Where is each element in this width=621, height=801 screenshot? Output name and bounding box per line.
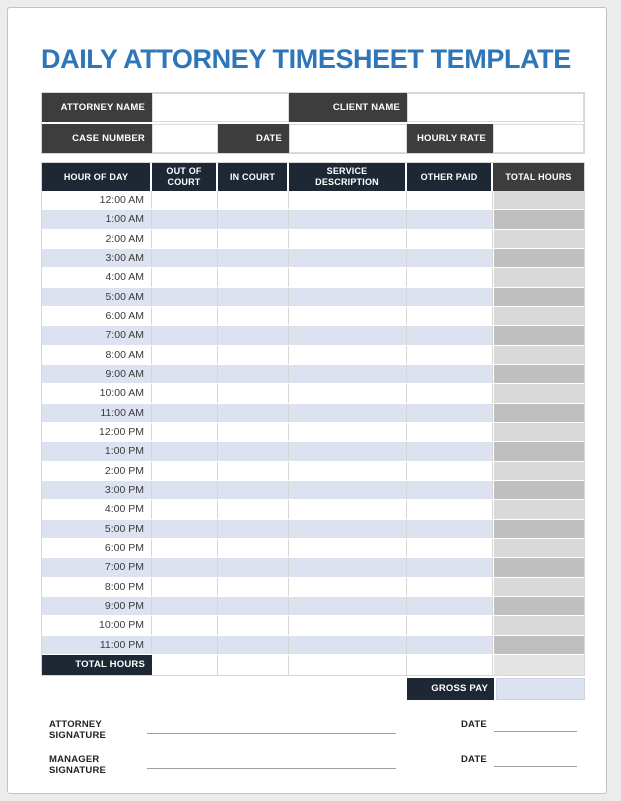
hour-label: 7:00 PM: [42, 558, 152, 576]
cell-other-paid[interactable]: [407, 384, 493, 402]
cell-other-paid[interactable]: [407, 442, 493, 460]
cell-other-paid[interactable]: [407, 230, 493, 248]
attorney-signature-row: [49, 717, 577, 741]
col-header-out-of-court: OUT OF COURT: [152, 163, 218, 191]
case-number-label: CASE NUMBER: [42, 124, 152, 153]
cell-out-of-court[interactable]: [152, 597, 218, 615]
cell-total-hours: [493, 500, 584, 518]
timesheet-row: [42, 578, 584, 597]
cell-out-of-court[interactable]: [152, 500, 218, 518]
timesheet-row: [42, 326, 584, 345]
cell-other-paid[interactable]: [407, 500, 493, 518]
cell-service-description[interactable]: [289, 404, 407, 422]
cell-other-paid[interactable]: [407, 326, 493, 344]
cell-total-hours: [493, 268, 584, 286]
cell-service-description[interactable]: [289, 423, 407, 441]
timesheet-row: [42, 423, 584, 442]
hourly-rate-input[interactable]: [493, 124, 584, 153]
cell-service-description[interactable]: [289, 616, 407, 634]
manager-signature-label: MANAGER SIGNATURE: [49, 753, 107, 776]
cell-service-description[interactable]: [289, 500, 407, 518]
totals-cell-other-paid[interactable]: [407, 655, 493, 675]
hour-label: 9:00 AM: [42, 365, 152, 383]
hour-label: 7:00 AM: [42, 326, 152, 344]
cell-out-of-court[interactable]: [152, 442, 218, 460]
timesheet-row: [42, 616, 584, 635]
gross-pay-label: GROSS PAY: [407, 678, 494, 700]
cell-in-court[interactable]: [218, 539, 289, 557]
timesheet-row: [42, 462, 584, 481]
cell-in-court[interactable]: [218, 404, 289, 422]
cell-in-court[interactable]: [218, 500, 289, 518]
cell-in-court[interactable]: [218, 307, 289, 325]
cell-other-paid[interactable]: [407, 346, 493, 364]
cell-total-hours: [493, 462, 584, 480]
cell-in-court[interactable]: [218, 616, 289, 634]
gross-pay-row: [41, 678, 585, 700]
cell-total-hours: [493, 365, 584, 383]
hour-label: 5:00 PM: [42, 520, 152, 538]
cell-total-hours: [493, 230, 584, 248]
cell-out-of-court[interactable]: [152, 326, 218, 344]
totals-row: [42, 655, 584, 675]
cell-other-paid[interactable]: [407, 404, 493, 422]
attorney-name-label: ATTORNEY NAME: [42, 93, 152, 122]
cell-service-description[interactable]: [289, 346, 407, 364]
cell-other-paid[interactable]: [407, 288, 493, 306]
manager-date-label: DATE: [460, 753, 487, 765]
hour-label: 1:00 AM: [42, 210, 152, 228]
cell-other-paid[interactable]: [407, 210, 493, 228]
attorney-date-label: DATE: [460, 718, 487, 730]
timesheet-row: [42, 346, 584, 365]
cell-service-description[interactable]: [289, 249, 407, 267]
cell-out-of-court[interactable]: [152, 578, 218, 596]
date-input[interactable]: [289, 124, 407, 153]
timesheet-table: [41, 162, 585, 676]
col-header-hour-of-day: HOUR OF DAY: [42, 163, 152, 191]
timesheet-row: [42, 636, 584, 655]
manager-date-line[interactable]: [494, 752, 577, 767]
cell-service-description[interactable]: [289, 481, 407, 499]
totals-cell-out-of-court[interactable]: [152, 655, 218, 675]
timesheet-row: [42, 288, 584, 307]
col-header-in-court: IN COURT: [218, 163, 289, 191]
manager-signature-row: [49, 752, 577, 776]
cell-out-of-court[interactable]: [152, 481, 218, 499]
cell-out-of-court[interactable]: [152, 346, 218, 364]
hour-label: 4:00 AM: [42, 268, 152, 286]
hour-label: 2:00 PM: [42, 462, 152, 480]
hour-label: 11:00 PM: [42, 636, 152, 654]
cell-in-court[interactable]: [218, 326, 289, 344]
timesheet-row: [42, 249, 584, 268]
cell-total-hours: [493, 578, 584, 596]
hour-label: 10:00 AM: [42, 384, 152, 402]
totals-cell-in-court[interactable]: [218, 655, 289, 675]
cell-total-hours: [493, 326, 584, 344]
cell-out-of-court[interactable]: [152, 558, 218, 576]
cell-out-of-court[interactable]: [152, 404, 218, 422]
manager-signature-line[interactable]: [147, 752, 396, 769]
cell-total-hours: [493, 558, 584, 576]
totals-row-label: TOTAL HOURS: [42, 655, 152, 675]
hour-label: 9:00 PM: [42, 597, 152, 615]
cell-total-hours: [493, 249, 584, 267]
cell-service-description[interactable]: [289, 636, 407, 654]
timesheet-row: [42, 230, 584, 249]
cell-total-hours: [493, 597, 584, 615]
timesheet-header-row: [42, 163, 584, 191]
cell-out-of-court[interactable]: [152, 230, 218, 248]
totals-cell-total-hours[interactable]: [493, 655, 584, 675]
cell-service-description[interactable]: [289, 307, 407, 325]
cell-other-paid[interactable]: [407, 268, 493, 286]
hour-label: 6:00 PM: [42, 539, 152, 557]
timesheet-row: [42, 210, 584, 229]
timesheet-row: [42, 520, 584, 539]
cell-out-of-court[interactable]: [152, 210, 218, 228]
cell-in-court[interactable]: [218, 191, 289, 209]
cell-in-court[interactable]: [218, 249, 289, 267]
cell-out-of-court[interactable]: [152, 249, 218, 267]
cell-other-paid[interactable]: [407, 423, 493, 441]
timesheet-row: [42, 365, 584, 384]
cell-total-hours: [493, 616, 584, 634]
totals-cell-service-description[interactable]: [289, 655, 407, 675]
cell-out-of-court[interactable]: [152, 307, 218, 325]
hour-label: 11:00 AM: [42, 404, 152, 422]
cell-service-description[interactable]: [289, 558, 407, 576]
cell-total-hours: [493, 307, 584, 325]
cell-total-hours: [493, 481, 584, 499]
cell-other-paid[interactable]: [407, 365, 493, 383]
cell-in-court[interactable]: [218, 578, 289, 596]
case-number-input[interactable]: [152, 124, 218, 153]
cell-out-of-court[interactable]: [152, 423, 218, 441]
timesheet-row: [42, 191, 584, 210]
cell-total-hours: [493, 423, 584, 441]
cell-in-court[interactable]: [218, 462, 289, 480]
gross-pay-input[interactable]: [496, 678, 585, 700]
cell-service-description[interactable]: [289, 230, 407, 248]
cell-in-court[interactable]: [218, 384, 289, 402]
hour-label: 8:00 AM: [42, 346, 152, 364]
timesheet-row: [42, 558, 584, 577]
cell-service-description[interactable]: [289, 288, 407, 306]
cell-other-paid[interactable]: [407, 307, 493, 325]
cell-in-court[interactable]: [218, 481, 289, 499]
cell-out-of-court[interactable]: [152, 191, 218, 209]
cell-service-description[interactable]: [289, 365, 407, 383]
timesheet-row: [42, 442, 584, 461]
timesheet-row: [42, 481, 584, 500]
hour-label: 4:00 PM: [42, 500, 152, 518]
cell-total-hours: [493, 539, 584, 557]
page-title: DAILY ATTORNEY TIMESHEET TEMPLATE: [41, 44, 571, 74]
hourly-rate-label: HOURLY RATE: [407, 124, 493, 153]
hour-label: 8:00 PM: [42, 578, 152, 596]
cell-service-description[interactable]: [289, 210, 407, 228]
cell-in-court[interactable]: [218, 636, 289, 654]
cell-other-paid[interactable]: [407, 249, 493, 267]
cell-out-of-court[interactable]: [152, 384, 218, 402]
cell-total-hours: [493, 636, 584, 654]
timesheet-row: [42, 268, 584, 287]
client-name-input[interactable]: [407, 93, 584, 122]
cell-other-paid[interactable]: [407, 578, 493, 596]
cell-in-court[interactable]: [218, 558, 289, 576]
hour-label: 10:00 PM: [42, 616, 152, 634]
cell-service-description[interactable]: [289, 442, 407, 460]
col-header-other-paid: OTHER PAID: [407, 163, 493, 191]
cell-other-paid[interactable]: [407, 597, 493, 615]
cell-service-description[interactable]: [289, 191, 407, 209]
cell-in-court[interactable]: [218, 346, 289, 364]
cell-total-hours: [493, 288, 584, 306]
cell-in-court[interactable]: [218, 230, 289, 248]
cell-service-description[interactable]: [289, 384, 407, 402]
timesheet-row: [42, 404, 584, 423]
cell-other-paid[interactable]: [407, 616, 493, 634]
timesheet-row: [42, 539, 584, 558]
cell-service-description[interactable]: [289, 326, 407, 344]
attorney-date-line[interactable]: [494, 717, 577, 732]
timesheet-row: [42, 384, 584, 403]
hour-label: 12:00 PM: [42, 423, 152, 441]
cell-in-court[interactable]: [218, 210, 289, 228]
document-page: [7, 7, 607, 794]
hour-label: 6:00 AM: [42, 307, 152, 325]
hour-label: 3:00 AM: [42, 249, 152, 267]
info-fields: [41, 92, 585, 154]
cell-in-court[interactable]: [218, 520, 289, 538]
attorney-signature-line[interactable]: [147, 717, 396, 734]
cell-total-hours: [493, 346, 584, 364]
cell-out-of-court[interactable]: [152, 520, 218, 538]
cell-other-paid[interactable]: [407, 520, 493, 538]
cell-total-hours: [493, 404, 584, 422]
cell-total-hours: [493, 191, 584, 209]
cell-service-description[interactable]: [289, 462, 407, 480]
cell-service-description[interactable]: [289, 539, 407, 557]
cell-other-paid[interactable]: [407, 191, 493, 209]
cell-out-of-court[interactable]: [152, 636, 218, 654]
timesheet-body: [42, 191, 584, 655]
timesheet-row: [42, 500, 584, 519]
timesheet-row: [42, 307, 584, 326]
cell-other-paid[interactable]: [407, 462, 493, 480]
cell-out-of-court[interactable]: [152, 268, 218, 286]
cell-other-paid[interactable]: [407, 636, 493, 654]
cell-service-description[interactable]: [289, 597, 407, 615]
cell-in-court[interactable]: [218, 268, 289, 286]
cell-total-hours: [493, 520, 584, 538]
cell-service-description[interactable]: [289, 520, 407, 538]
cell-service-description[interactable]: [289, 268, 407, 286]
hour-label: 5:00 AM: [42, 288, 152, 306]
hour-label: 1:00 PM: [42, 442, 152, 460]
attorney-signature-label: ATTORNEY SIGNATURE: [49, 718, 107, 741]
cell-other-paid[interactable]: [407, 558, 493, 576]
hour-label: 2:00 AM: [42, 230, 152, 248]
hour-label: 12:00 AM: [42, 191, 152, 209]
cell-out-of-court[interactable]: [152, 288, 218, 306]
cell-total-hours: [493, 210, 584, 228]
cell-in-court[interactable]: [218, 365, 289, 383]
signature-section: [41, 717, 577, 776]
attorney-name-input[interactable]: [152, 93, 289, 122]
cell-in-court[interactable]: [218, 423, 289, 441]
hour-label: 3:00 PM: [42, 481, 152, 499]
col-header-total-hours: TOTAL HOURS: [493, 163, 584, 191]
cell-total-hours: [493, 442, 584, 460]
cell-other-paid[interactable]: [407, 481, 493, 499]
cell-out-of-court[interactable]: [152, 462, 218, 480]
cell-in-court[interactable]: [218, 597, 289, 615]
cell-other-paid[interactable]: [407, 539, 493, 557]
cell-service-description[interactable]: [289, 578, 407, 596]
cell-in-court[interactable]: [218, 288, 289, 306]
date-label: DATE: [218, 124, 289, 153]
col-header-service-description: SERVICE DESCRIPTION: [289, 163, 407, 191]
client-name-label: CLIENT NAME: [289, 93, 407, 122]
cell-out-of-court[interactable]: [152, 365, 218, 383]
cell-total-hours: [493, 384, 584, 402]
timesheet-row: [42, 597, 584, 616]
cell-in-court[interactable]: [218, 442, 289, 460]
cell-out-of-court[interactable]: [152, 616, 218, 634]
cell-out-of-court[interactable]: [152, 539, 218, 557]
